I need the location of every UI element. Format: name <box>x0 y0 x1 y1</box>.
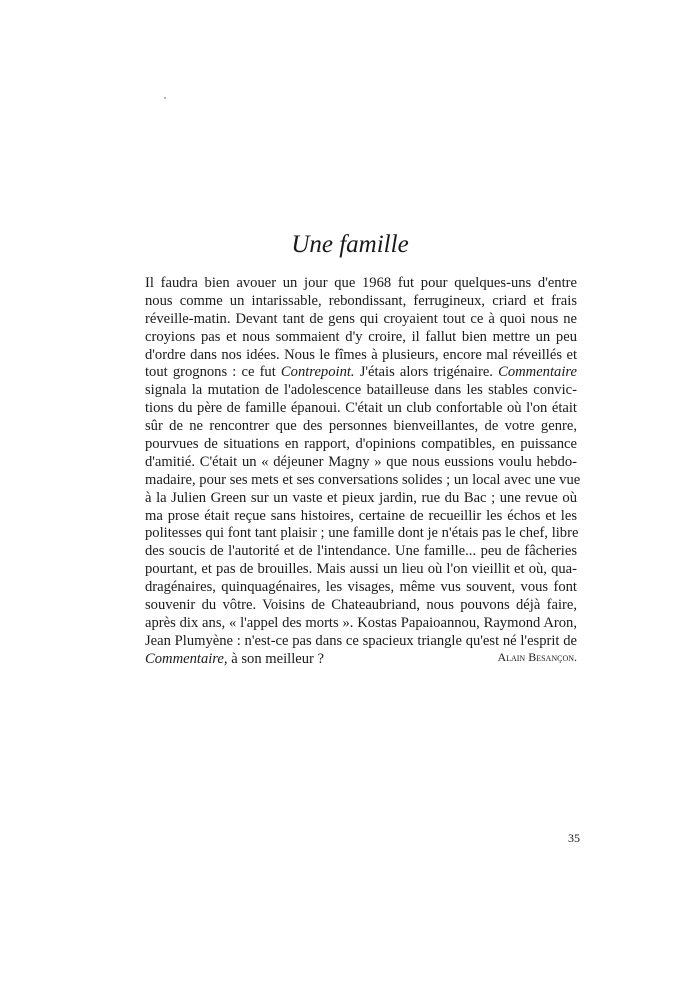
paragraph-line <box>145 275 577 293</box>
paragraph-line <box>145 597 577 615</box>
author-signature <box>440 649 577 665</box>
journal-name-contrepoint: Contrepoint. <box>280 364 355 381</box>
paragraph-line <box>145 525 577 543</box>
paragraph-line <box>145 579 577 597</box>
text-run: après dix ans, « l'appel des morts ». Kostas Papaioannou, Raymond Aron, <box>145 614 577 631</box>
text-run: J'étais alors trigénaire. <box>354 364 499 381</box>
paragraph-line <box>145 364 577 382</box>
scan-speck <box>164 97 166 99</box>
paragraph-line <box>145 543 577 561</box>
paragraph-line <box>145 508 577 526</box>
paragraph-line <box>145 293 577 311</box>
text-run: pourvues de situations en rapport, d'opinions compatibles, en puissance <box>145 436 577 453</box>
journal-name-commentaire: Commentaire, <box>145 650 228 667</box>
article-title: Une famille <box>291 231 409 258</box>
paragraph-line <box>145 561 577 579</box>
text-run: tout grognons : ce fut <box>145 364 281 381</box>
text-run: signala la mutation de l'adolescence batailleuse dans les stables convic- <box>145 382 577 399</box>
text-run: politesses qui font tant plaisir ; une famille dont je n'étais pas le chef, libre <box>145 525 579 542</box>
paragraph-line <box>145 418 577 436</box>
text-run: à la Julien Green sur un vaste et pieux jardin, rue du Bac ; une revue où <box>145 489 577 506</box>
journal-name-commentaire: Commentaire <box>498 364 577 381</box>
article-body <box>145 275 581 669</box>
text-run: pourtant, et pas de brouilles. Mais aussi un lieu où l'on vieillit et où, qua- <box>145 561 577 578</box>
text-run: des soucis de l'autorité et de l'intendance. Une famille... peu de fâcheries <box>145 543 577 560</box>
paragraph-line <box>145 382 577 400</box>
text-run: croyions pas et nous sommaient d'y croire, il fallut bien mettre un peu <box>145 328 577 345</box>
text-run: Jean Plumyène : n'est-ce pas dans ce spacieux triangle qu'est né l'esprit de <box>145 632 577 649</box>
text-run: ma prose était reçue sans histoires, certaine de recueillir les échos et les <box>145 507 577 524</box>
paragraph-line <box>145 400 577 418</box>
text-run: tions du père de famille épanoui. C'était un club confortable où l'on était <box>145 400 577 417</box>
paragraph-line <box>145 471 581 490</box>
text-run: dragénaires, quinquagénaires, les visages, même vus souvent, vous font <box>145 579 577 596</box>
paragraph-line <box>145 329 577 347</box>
paragraph-line <box>145 436 577 454</box>
text-run: nous comme un intarissable, rebondissant, ferrugineux, criard et frais <box>145 292 577 309</box>
page-number: 35 <box>568 831 580 845</box>
text-run: réveille-matin. Devant tant de gens qui croyaient tout ce à quoi nous ne <box>145 310 577 327</box>
paragraph-line <box>145 490 577 508</box>
text-run: souvenir du vôtre. Voisins de Chateaubriand, nous pouvons déjà faire, <box>145 597 577 614</box>
signature-text: Alain Besançon. <box>497 650 577 664</box>
paragraph-line <box>145 615 577 633</box>
text-run: d'ordre dans nos idées. Nous le fîmes à plusieurs, encore mal réveillés et <box>145 346 577 363</box>
paragraph-line <box>145 311 577 329</box>
text-run: à son meilleur ? <box>227 650 325 667</box>
text-run: Il faudra bien avouer un jour que 1968 fut pour quelques-uns d'entre <box>145 275 577 291</box>
paragraph-line <box>145 454 577 472</box>
text-run: madaire, pour ses mets et ses conversations solides ; un local avec une vue <box>145 471 581 488</box>
paragraph-line <box>145 347 577 365</box>
text-run: sûr de ne rencontrer que des personnes bienveillantes, de votre genre, <box>145 418 577 435</box>
text-run: d'amitié. C'était un « déjeuner Magny » que nous eussions voulu hebdo- <box>145 453 577 470</box>
